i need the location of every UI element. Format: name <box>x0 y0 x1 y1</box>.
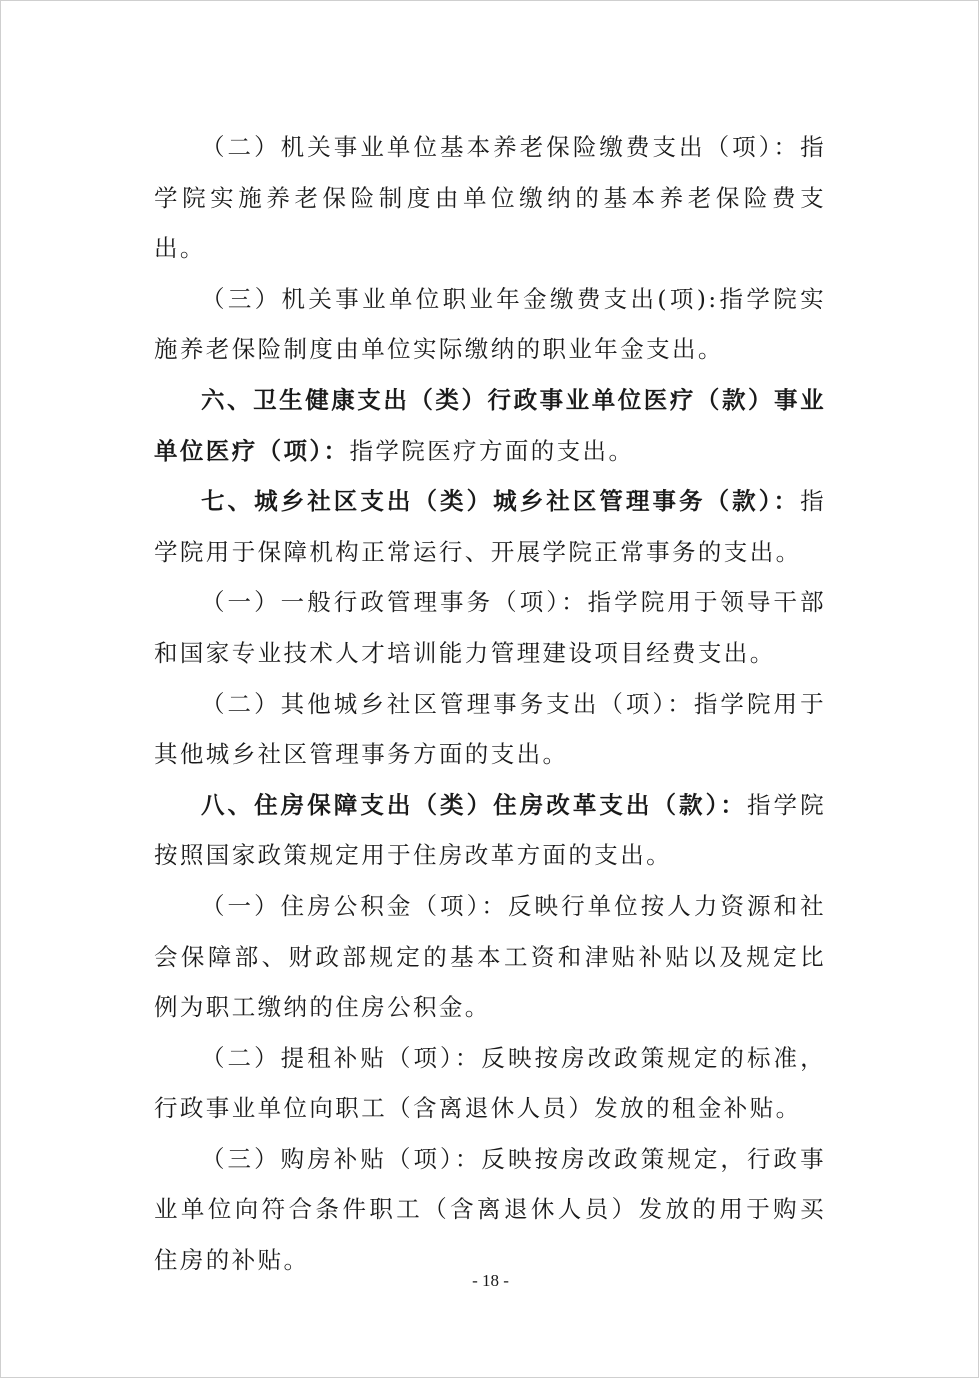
document-body <box>154 122 826 1286</box>
paragraph-text: 指学院用于保障机构正常运行、开展学院正常事务的支出。 <box>154 487 826 566</box>
paragraph-text: （二）机关事业单位基本养老保险缴费支出（项）：指学院实施养老保险制度由单位缴纳的基本养老保险费支出。 <box>154 133 826 263</box>
paragraph-text: （一）一般行政管理事务（项）：指学院用于领导干部和国家专业技术人才培训能力管理建设项目经费支出。 <box>154 588 826 667</box>
paragraph-housing-fund <box>154 881 826 1033</box>
paragraph-text: （二）提租补贴（项）：反映按房改政策规定的标准，行政事业单位向职工（含离退休人员）发放的租金补贴。 <box>154 1043 826 1123</box>
paragraph-text: （三）购房补贴（项）：反映按房改政策规定，行政事业单位向符合条件职工（含离退休人员）发放的用于购买住房的补贴。 <box>154 1144 826 1275</box>
paragraph-text: 指学院按照国家政策规定用于住房改革方面的支出。 <box>154 790 827 870</box>
paragraph-general-admin <box>154 577 826 678</box>
paragraph-community-expenditure <box>154 476 826 577</box>
paragraph-text: 指学院医疗方面的支出。 <box>349 436 635 465</box>
paragraph-housing-security <box>154 780 826 881</box>
paragraph-lead: 七、城乡社区支出（类）城乡社区管理事务（款）： <box>201 487 801 516</box>
paragraph-other-community <box>154 679 826 780</box>
paragraph-lead: 八、住房保障支出（类）住房改革支出（款）： <box>201 790 747 819</box>
page-number: - 18 - <box>472 1271 509 1290</box>
paragraph-text: （一）住房公积金（项）：反映行单位按人力资源和社会保障部、财政部规定的基本工资和津贴补贴以及规定比例为职工缴纳的住房公积金。 <box>154 891 826 1022</box>
paragraph-health-expenditure <box>154 375 826 476</box>
paragraph-lead: 六、卫生健康支出（类）行政事业单位医疗（款）事业单位医疗（项）： <box>154 385 826 465</box>
paragraph-rent-subsidy <box>154 1033 826 1134</box>
paragraph-occupational-annuity <box>154 274 826 375</box>
paragraph-purchase-subsidy <box>154 1134 826 1286</box>
paragraph-pension-contribution <box>154 122 826 274</box>
paragraph-text: （三）机关事业单位职业年金缴费支出(项):指学院实施养老保险制度由单位实际缴纳的职业年金支出。 <box>154 284 826 364</box>
paragraph-text: （二）其他城乡社区管理事务支出（项）：指学院用于其他城乡社区管理事务方面的支出。 <box>154 689 826 769</box>
